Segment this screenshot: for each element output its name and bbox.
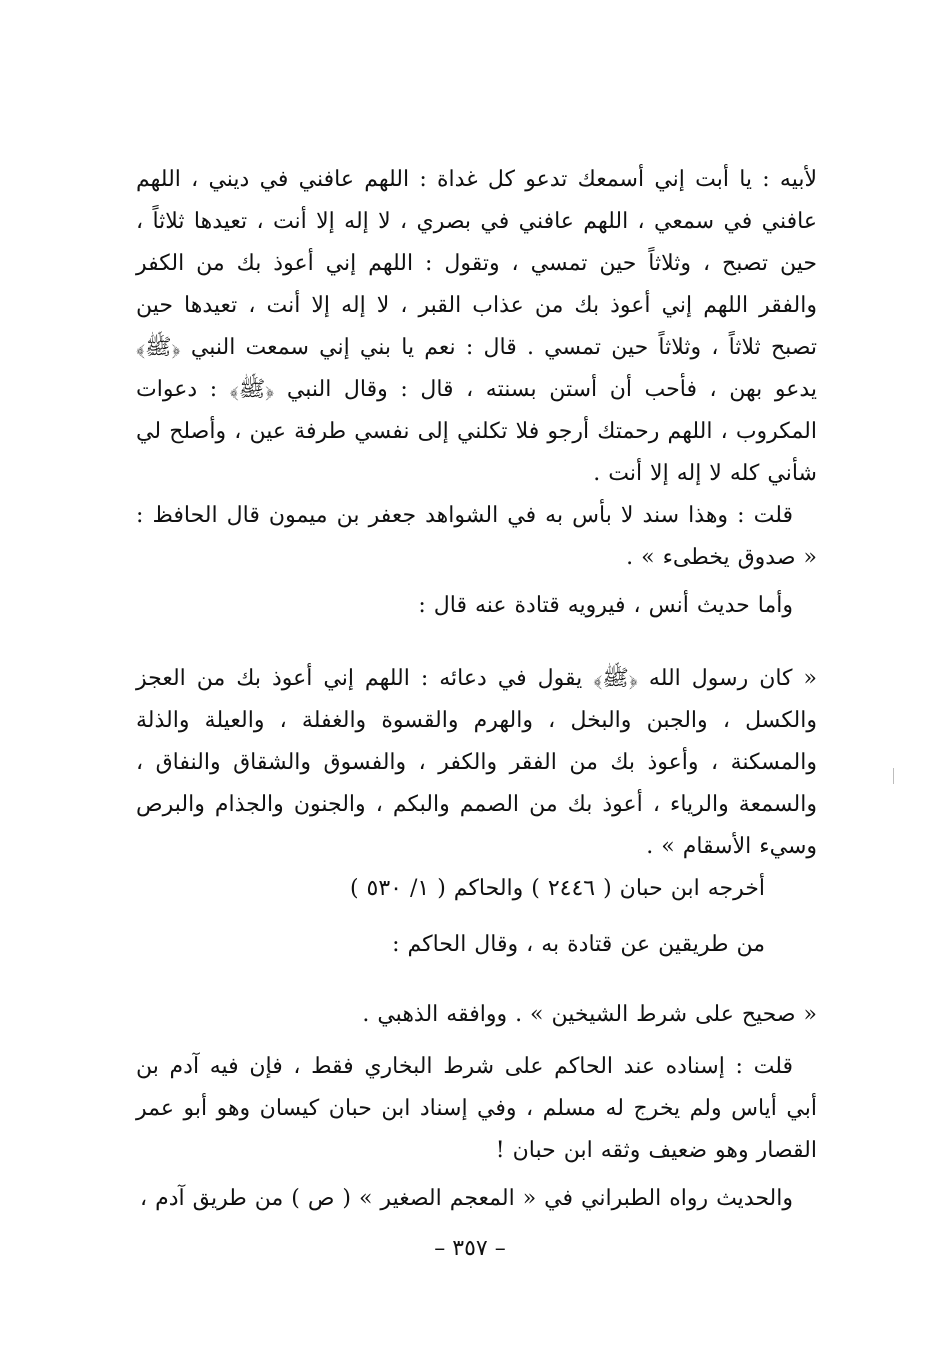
paragraph-hadith-continuation: لأبيه : يا أبت إني أسمعك تدعو كل غداة : اللهم عافني في ديني ، اللهم عافني في سمعي ، اللهم عافني في بصري ، لا إله إلا أنت ، تعيدها ثلاثاً ، حين تصبح ، وثلاثاً حين تمسي ، وتقول : اللهم إني أعوذ بك من الكفر والفقر اللهم إني أعوذ بك من عذاب القبر ، لا إله إلا أنت ، تعيدها حين تصبح ثلاثاً ، وثلاثاً حين تمسي . قال : نعم يا بني إني سمعت النبي ﴿ﷺ﴾ يدعو بهن ، فأحب أن أستن بسنته ، قال : وقال النبي ﴿ﷺ﴾ : دعوات المكروب ، اللهم رحمتك أرجو فلا تكلني إلى نفسي طرفة عين ، وأصلح لي شأني كله لا إله إلا أنت . bbox=[136, 167, 817, 486]
paragraph-anas-intro: وأما حديث أنس ، فيرويه قتادة عنه قال : bbox=[418, 593, 793, 618]
paragraph-tabarani-note: والحديث رواه الطبراني في « المعجم الصغير » ( ص ) من طريق آدم ، bbox=[139, 1186, 793, 1211]
paragraph-isnad-comment: قلت : وهذا سند لا بأس به في الشواهد جعفر بن ميمون قال الحافظ : « صدوق يخطىء » . bbox=[136, 503, 817, 570]
paragraph-hadith-quote: « كان رسول الله ﴿ﷺ﴾ يقول في دعائه : اللهم إني أعوذ بك من العجز والكسل ، والجبن والبخل ، والهرم والقسوة والغفلة ، والعيلة والذلة والمسكنة ، وأعوذ بك من الفقر والكفر ، والفسوق والشقاق والنفاق ، والسمعة والرياء ، أعوذ بك من الصمم والبكم ، والجنون والجذام والبرص وسيء الأسقام » . bbox=[136, 666, 817, 859]
paragraph-author-comment: قلت : إسناده عند الحاكم على شرط البخاري فقط ، فإن فيه آدم بن أبي أياس ولم يخرج له مسلم ، وفي إسناد ابن حبان كيسان وهو أبو عمر القصار وهو ضعيف وثقه ابن حبان ! bbox=[136, 1054, 817, 1163]
page-number: – ٣٥٧ – bbox=[434, 1236, 506, 1261]
paragraph-hakim-grade: « صحيح على شرط الشيخين » . ووافقه الذهبي . bbox=[362, 1002, 817, 1027]
paragraph-hakim-note: من طريقين عن قتادة به ، وقال الحاكم : bbox=[392, 932, 765, 957]
margin-scan-mark bbox=[893, 768, 894, 784]
paragraph-takhrij: أخرجه ابن حبان ( ٢٤٤٦ ) والحاكم ( ١/ ٥٣٠ ) bbox=[349, 876, 765, 901]
